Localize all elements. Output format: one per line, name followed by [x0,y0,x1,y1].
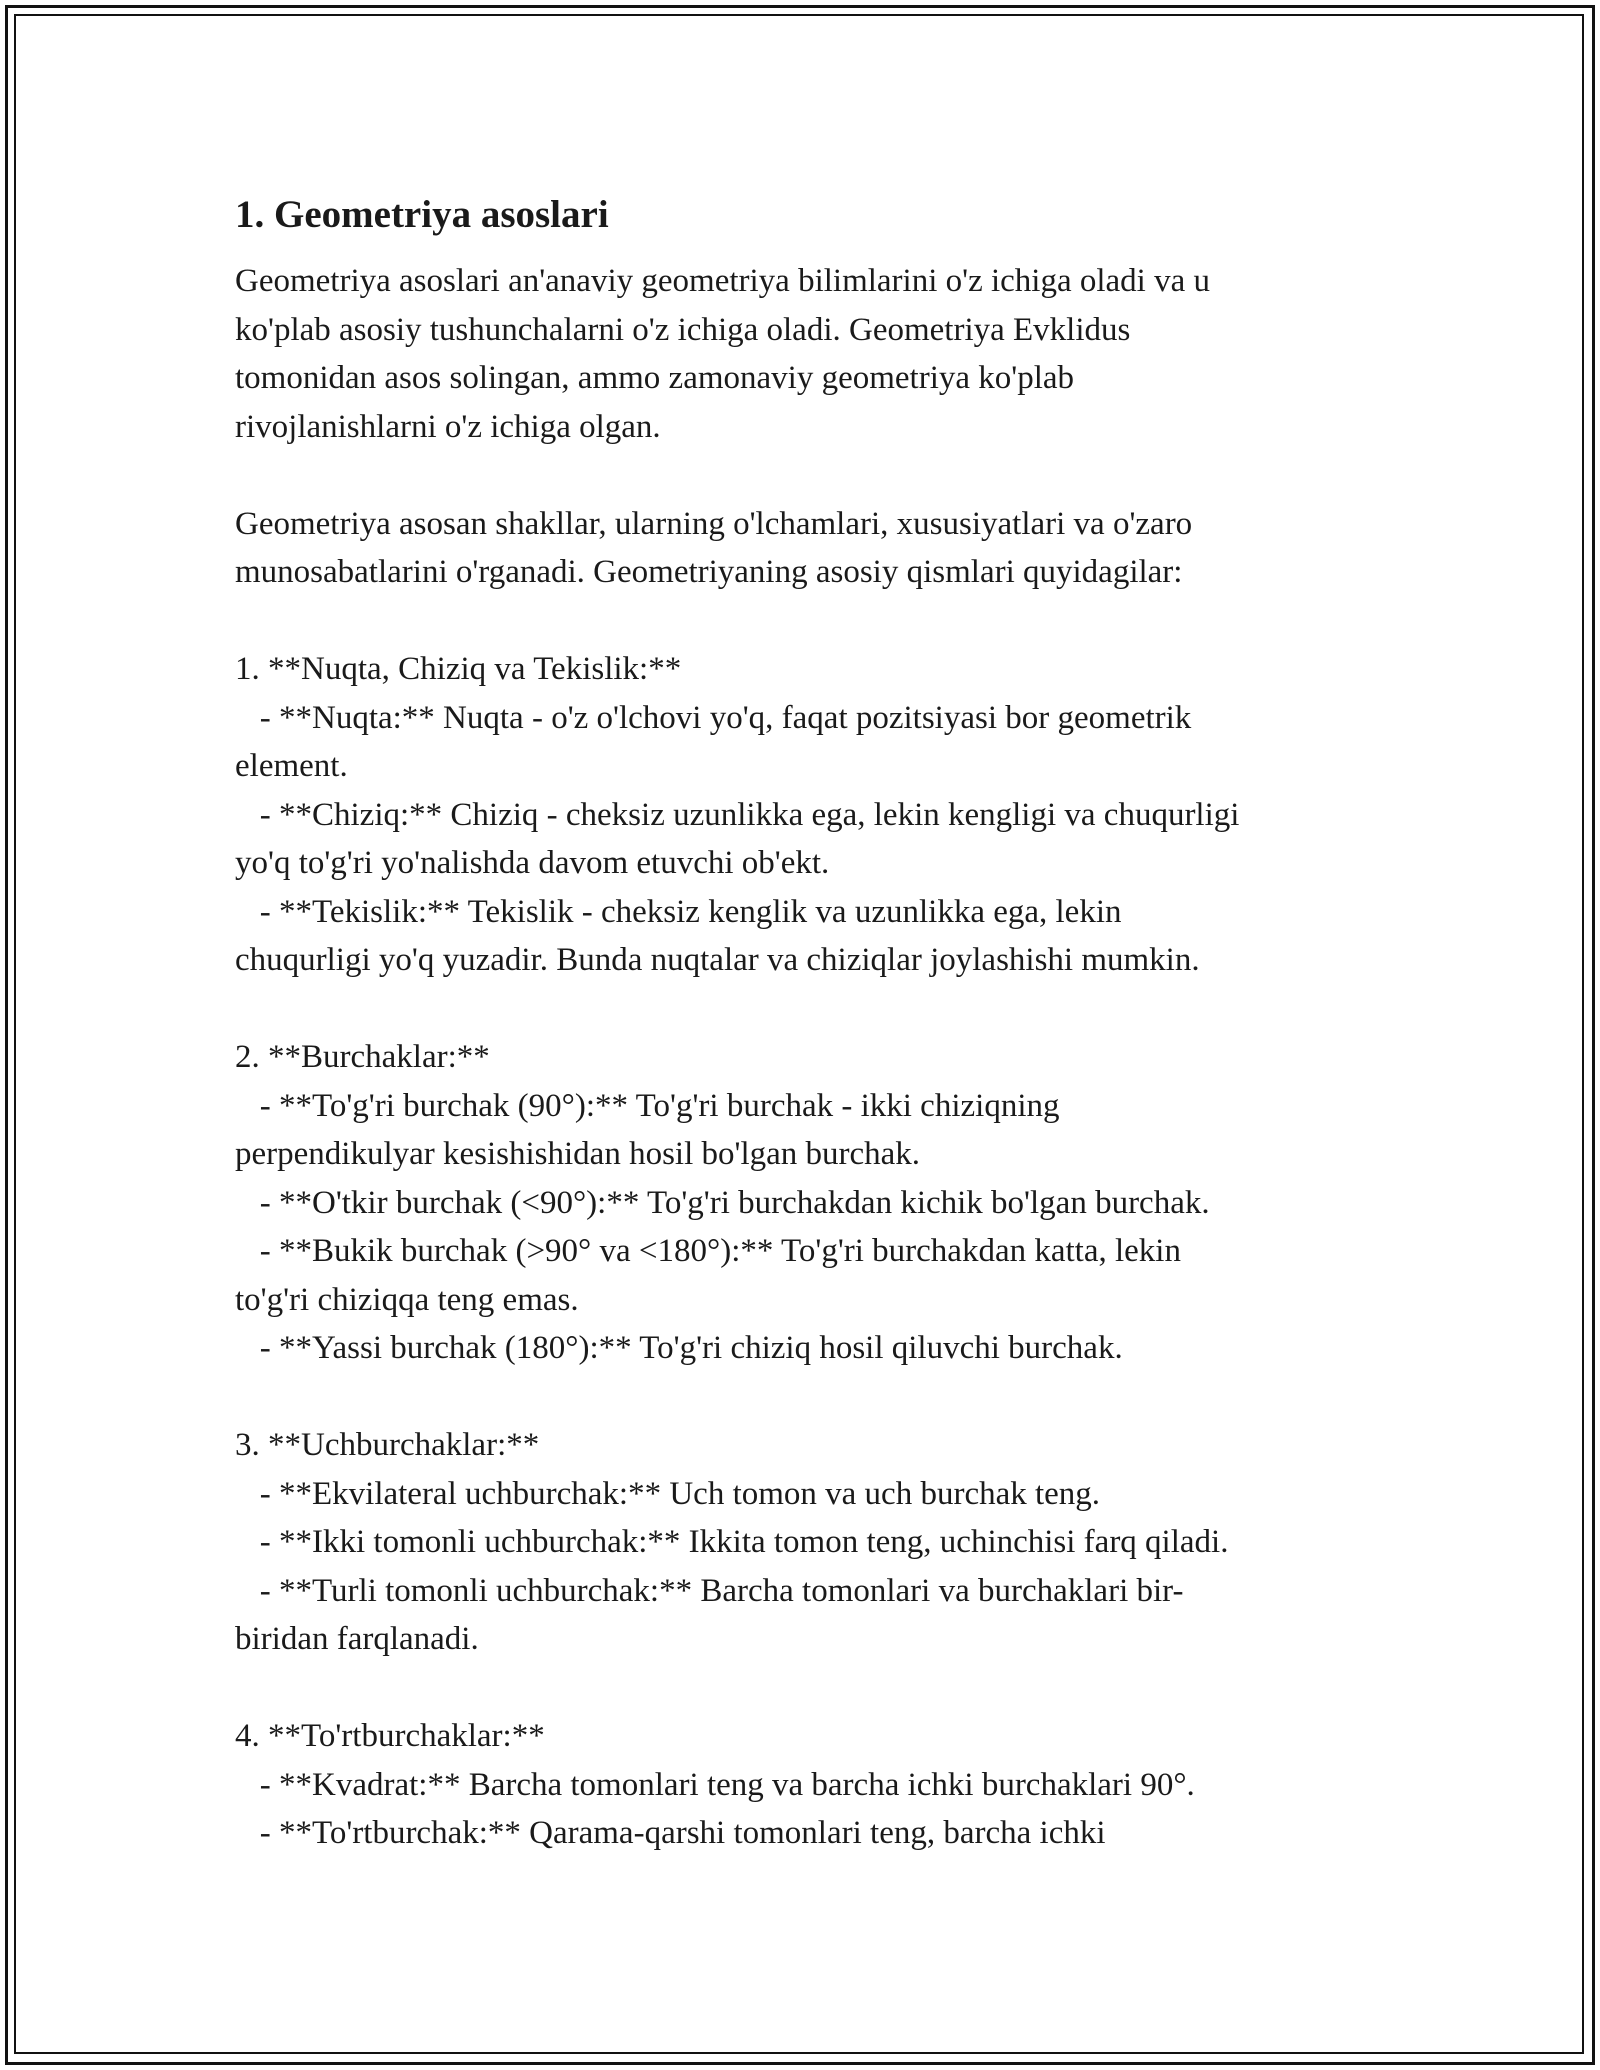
document-content [235,185,1385,1858]
document-body: Geometriya asoslari an'anaviy geometriya bilimlarini o'z ichiga oladi va u ko'plab asosiy tushunchalarni o'z ichiga oladi. Geometriya Evklidus tomonidan asos solingan, ammo zamonaviy geometriya ko'plab rivojlanishlarni o'z ichiga olgan. Geometriya asosan shakllar, ularning o'lchamlari, xususiyatlari va o'zaro munosabatlarini o'rganadi. Geometriyaning asosiy qismlari quyidagilar: 1. **Nuqta, Chiziq va Tekislik:** - **Nuqta:** Nuqta - o'z o'lchovi yo'q, faqat pozitsiyasi bor geometrik element. - **Chiziq:** Chiziq - cheksiz uzunlikka ega, lekin kengligi va chuqurligi yo'q to'g'ri yo'nalishda davom etuvchi ob'ekt. - **Tekislik:** Tekislik - cheksiz kenglik va uzunlikka ega, lekin chuqurligi yo'q yuzadir. Bunda nuqtalar va chiziqlar joylashishi mumkin. 2. **Burchaklar:** - **To'g'ri burchak (90°):** To'g'ri burchak - ikki chiziqning perpendikulyar kesishishidan hosil bo'lgan burchak. - **O'tkir burchak (<90°):** To'g'ri burchakdan kichik bo'lgan burchak. - **Bukik burchak (>90° va <180°):** To'g'ri burchakdan katta, lekin to'g'ri chiziqqa teng emas. - **Yassi burchak (180°):** To'g'ri chiziq hosil qiluvchi burchak. 3. **Uchburchaklar:** - **Ekvilateral uchburchak:** Uch tomon va uch burchak teng. - **Ikki tomonli uchburchak:** Ikkita tomon teng, uchinchisi farq qiladi. - **Turli tomonli uchburchak:** Barcha tomonlari va burchaklari bir- biridan farqlanadi. 4. **To'rtburchaklar:** - **Kvadrat:** Barcha tomonlari teng va barcha ichki burchaklari 90°. - **To'rtburchak:** Qarama-qarshi tomonlari teng, barcha ichki [235,263,1240,1851]
document-title: 1. Geometriya asoslari [235,193,609,236]
